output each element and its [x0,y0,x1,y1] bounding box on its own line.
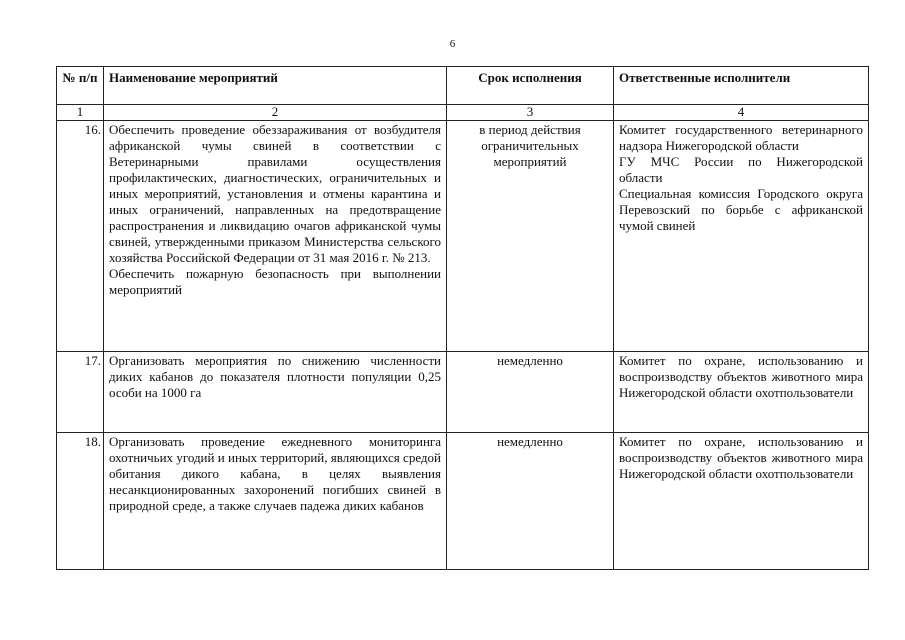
responsible-paragraph: Комитет по охране, использованию и воспроизводству объектов животного мира Нижегородской области охотпользователи [619,434,863,481]
responsible-paragraph: Комитет государственного ветеринарного надзора Нижегородской области [619,122,863,153]
row-num: 18. [57,433,104,570]
measure-paragraph: Организовать мероприятия по снижению численности диких кабанов до показателя плотности популяции 0,25 особи на 1000 га [109,353,441,400]
column-index-cell: 1 [57,105,104,121]
column-index-cell: 4 [614,105,869,121]
measure-paragraph: Организовать проведение ежедневного мониторинга охотничьих угодий и иных территорий, являющихся средой обитания дикого кабана, в целях выявления несанкционированных захоронений погибших свиней в природной среде, а также случаев падежа диких кабанов [109,434,441,513]
responsible-paragraph: Комитет по охране, использованию и воспроизводству объектов животного мира Нижегородской области охотпользователи [619,353,863,400]
column-index-cell: 3 [447,105,614,121]
header-responsible: Ответственные исполнители [614,67,869,105]
measures-table [56,66,869,570]
column-index-cell: 2 [104,105,447,121]
measure-paragraph: Обеспечить пожарную безопасность при выполнении мероприятий [109,266,441,297]
responsible-paragraph: ГУ МЧС России по Нижегородской области [619,154,863,185]
table-row [57,121,869,352]
header-term: Срок исполнения [447,67,614,105]
table-row [57,433,869,570]
row-term: в период действия ограничительных мероприятий [447,121,614,352]
page-number: 6 [449,38,456,50]
row-term: немедленно [447,352,614,433]
row-num: 17. [57,352,104,433]
column-index-row [57,105,869,121]
row-measure [104,121,447,352]
measure-paragraph: Обеспечить проведение обеззараживания от возбудителя африканской чумы свиней в соответствии с Ветеринарными правилами осуществления профилактических, диагностических, ограничительных и иных мероприятий, установления и отмены карантина и иных ограничений, направленных на предотвращение распространения и ликвидацию очагов африканской чумы свиней, утвержденными приказом Министерства сельского хозяйства Российской Федерации от 31 мая 2016 г. № 213. [109,122,441,265]
table-header-row [57,67,869,105]
row-responsible [614,121,869,352]
row-responsible [614,433,869,570]
row-term: немедленно [447,433,614,570]
row-responsible [614,352,869,433]
header-name: Наименование мероприятий [104,67,447,105]
table-row [57,352,869,433]
row-num: 16. [57,121,104,352]
row-measure [104,352,447,433]
header-num: № п/п [57,67,104,105]
row-measure [104,433,447,570]
responsible-paragraph: Специальная комиссия Городского округа Перевозский по борьбе с африканской чумой свиней [619,186,863,233]
